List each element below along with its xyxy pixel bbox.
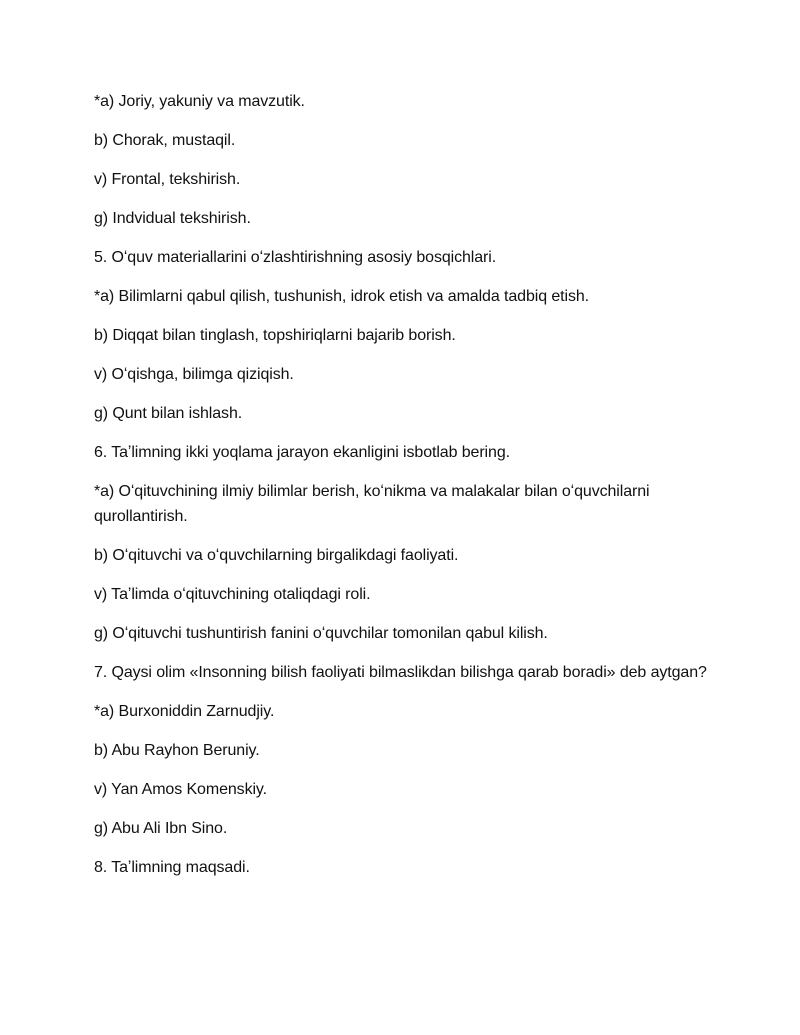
answer-option: g) Abu Ali Ibn Sino. (94, 820, 228, 837)
answer-option: v) Yan Amos Komenskiy. (94, 781, 267, 798)
question: 6. Taʼlimning ikki yoqlama jarayon ekanligini isbotlab bering. (94, 444, 510, 461)
question: 7. Qaysi olim «Insonning bilish faoliyati bilmaslikdan bilishga qarab boradi» deb aytgan? (94, 664, 707, 681)
answer-option: b) Diqqat bilan tinglash, topshiriqlarni bajarib borish. (94, 327, 456, 344)
answer-option: b) Abu Rayhon Beruniy. (94, 742, 260, 759)
answer-option: b) Chorak, mustaqil. (94, 132, 236, 149)
question: 8. Taʼlimning maqsadi. (94, 859, 250, 876)
answer-option: *a) Oʻqituvchining ilmiy bilimlar berish, koʻnikma va malakalar bilan oʻquvchilarni qurollantirish. (94, 483, 650, 525)
answer-option: *a) Burxoniddin Zarnudjiy. (94, 703, 275, 720)
answer-option: v) Taʼlimda oʻqituvchining otaliqdagi roli. (94, 586, 371, 603)
answer-option: v) Frontal, tekshirish. (94, 171, 241, 188)
answer-option: v) Oʻqishga, bilimga qiziqish. (94, 366, 294, 383)
answer-option: g) Qunt bilan ishlash. (94, 405, 243, 422)
question: 5. Oʻquv materiallarini oʻzlashtirishning asosiy bosqichlari. (94, 249, 497, 266)
document-body (94, 89, 734, 894)
answer-option: *a) Joriy, yakuniy va mavzutik. (94, 93, 305, 110)
answer-option: g) Oʻqituvchi tushuntirish fanini oʻquvchilar tomonilan qabul kilish. (94, 625, 548, 642)
answer-option: b) Oʻqituvchi va oʻquvchilarning birgalikdagi faoliyati. (94, 547, 459, 564)
answer-option: g) Indvidual tekshirish. (94, 210, 251, 227)
answer-option: *a) Bilimlarni qabul qilish, tushunish, idrok etish va amalda tadbiq etish. (94, 288, 589, 305)
